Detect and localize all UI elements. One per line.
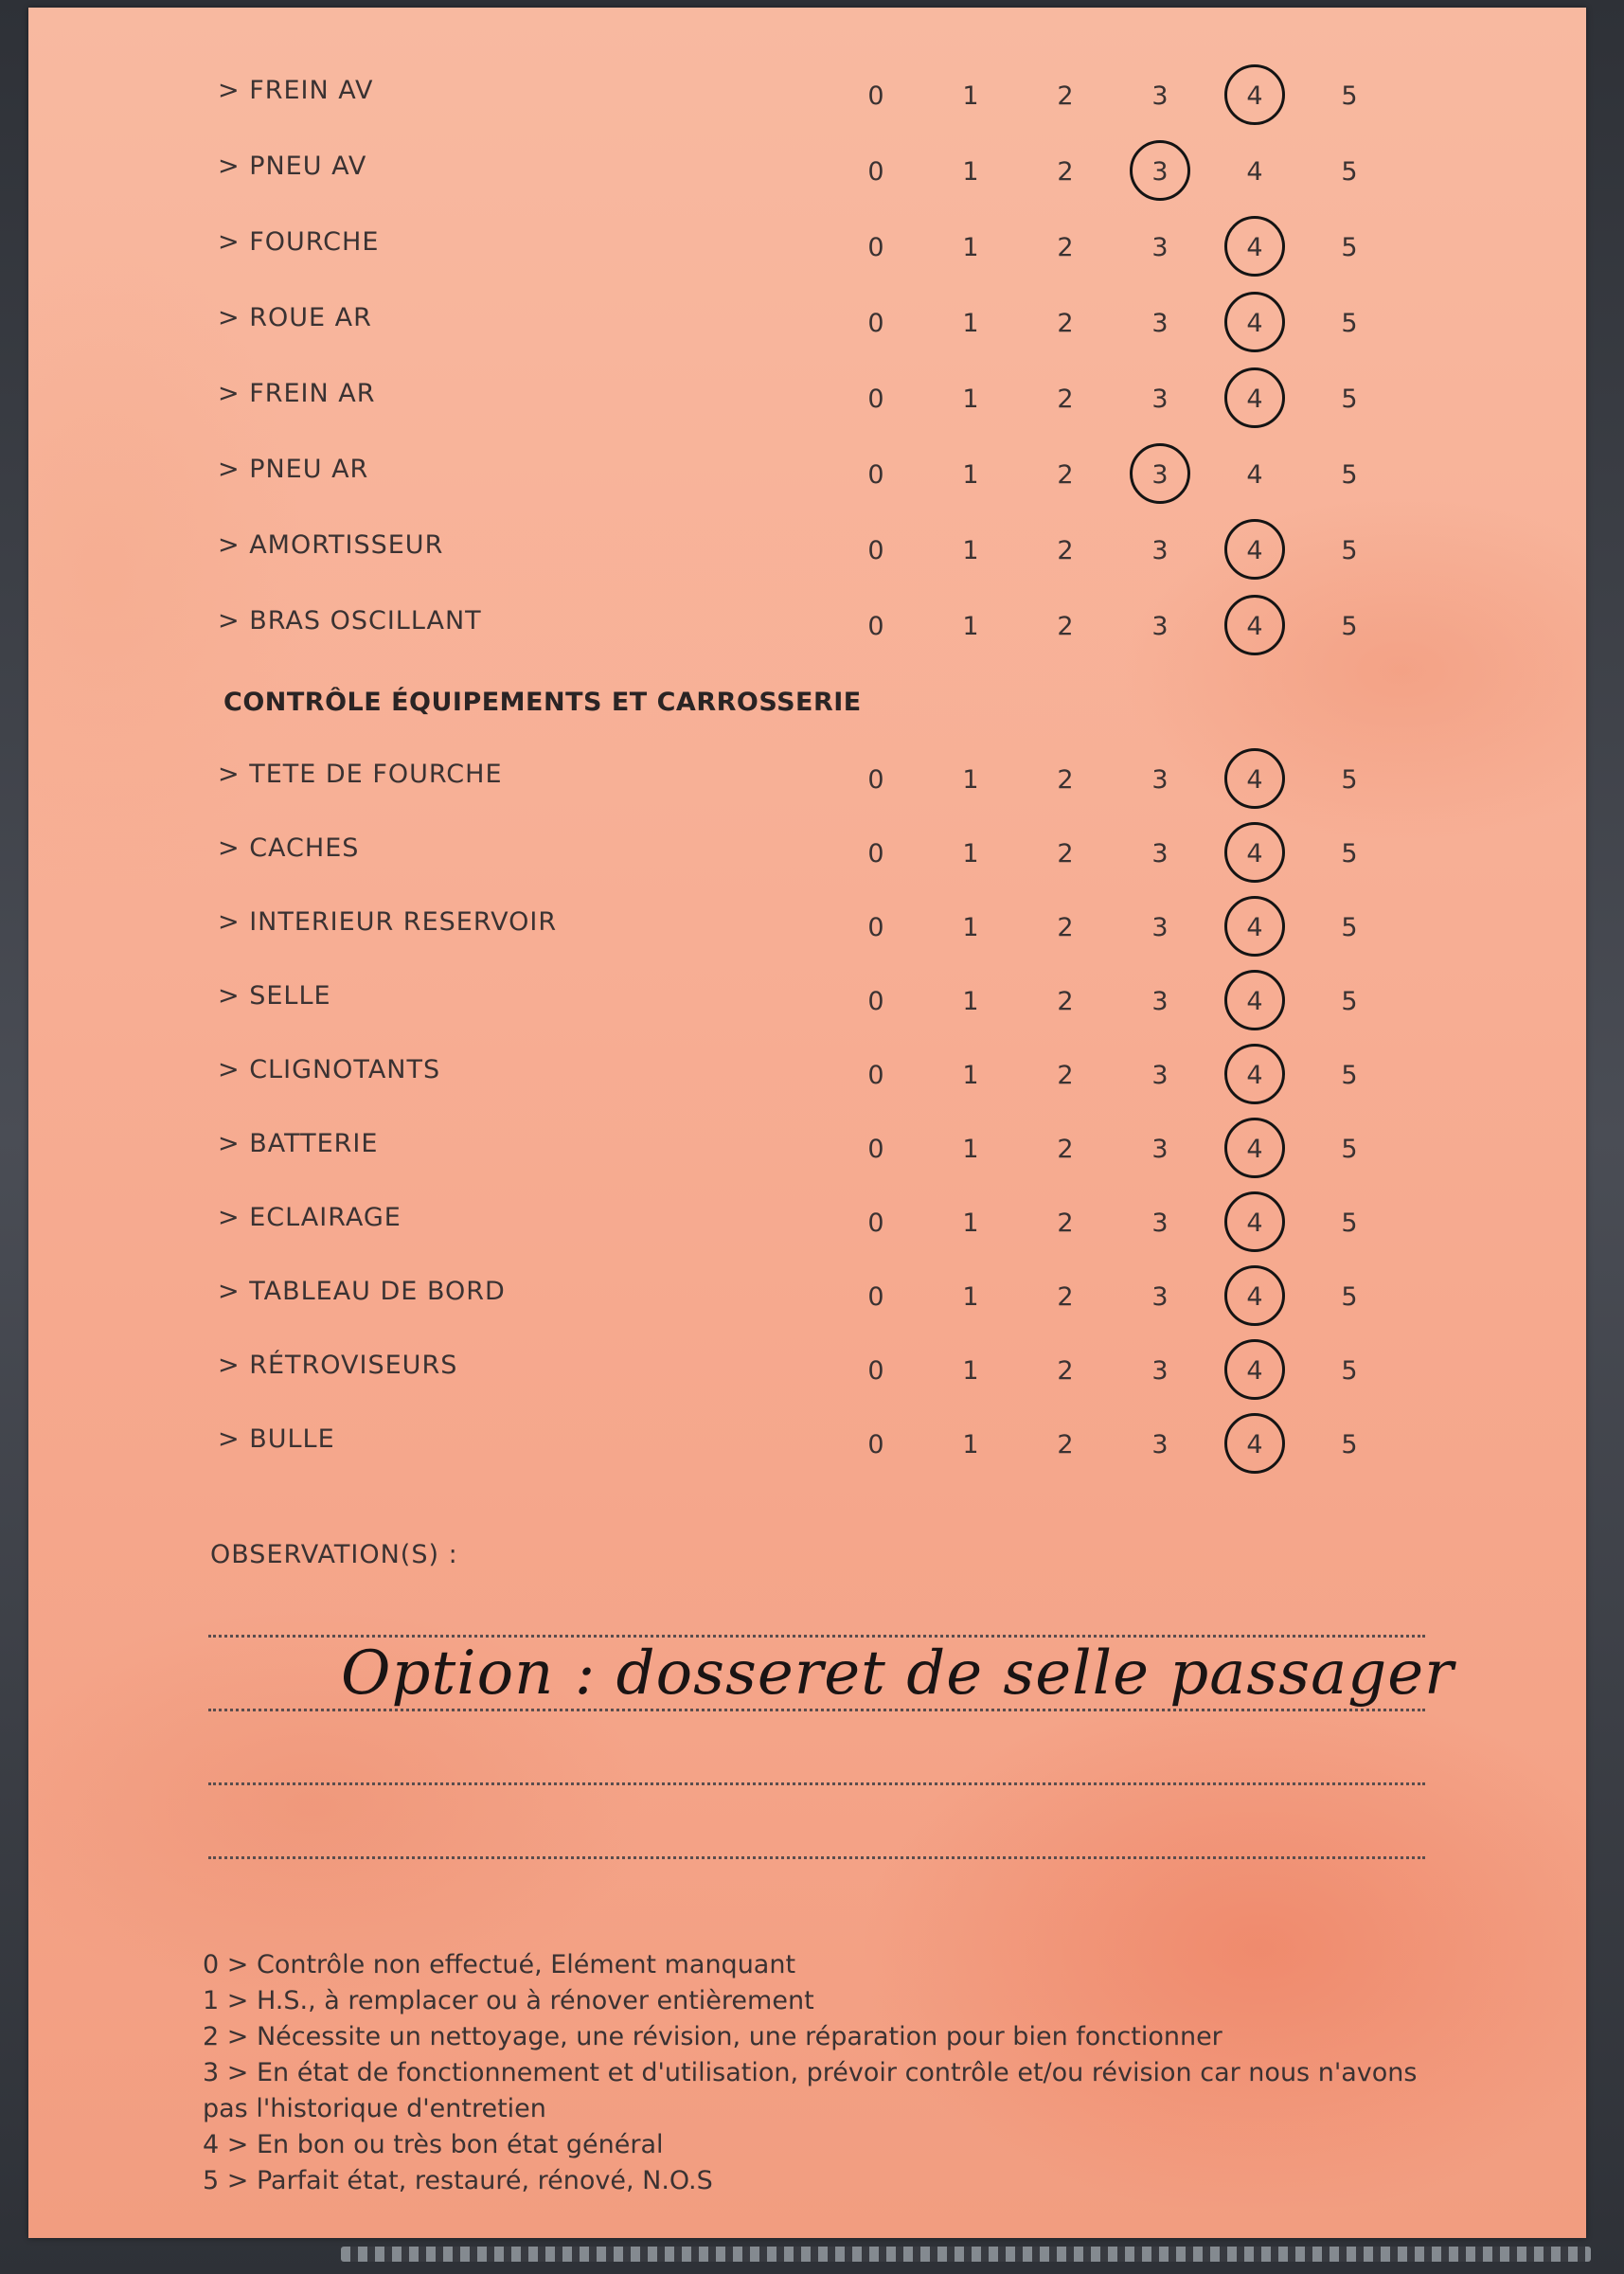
score-option[interactable]: 5 [1341,460,1358,490]
selected-score-circle [1224,64,1285,125]
checklist-row [28,152,1586,218]
score-option[interactable]: 2 [1057,913,1074,942]
score-option[interactable]: 0 [867,765,884,795]
score-option[interactable]: 4 [1246,913,1263,942]
rating-legend [203,1947,1434,2199]
checklist-item-label: > TABLEAU DE BORD [218,1277,506,1306]
checklist-item-label: > CACHES [218,833,360,863]
checklist-item-label: > FREIN AR [218,379,376,408]
score-option[interactable]: 0 [867,233,884,262]
checklist-item-label: > BULLE [218,1424,335,1454]
checklist-row [28,379,1586,445]
score-option[interactable]: 4 [1246,987,1263,1016]
score-option[interactable]: 1 [962,1061,979,1090]
legend-item-5: 5 > Parfait état, restauré, rénové, N.O.S [203,2166,713,2195]
score-option[interactable]: 3 [1151,1061,1169,1090]
selected-score-circle [1130,140,1190,201]
score-option[interactable]: 5 [1341,1209,1358,1238]
score-option[interactable]: 5 [1341,385,1358,414]
score-option[interactable]: 1 [962,913,979,942]
selected-score-circle [1224,1191,1285,1252]
selected-score-circle [1224,896,1285,957]
score-option[interactable]: 5 [1341,913,1358,942]
score-option[interactable]: 0 [867,1282,884,1312]
legend-item-3: 3 > En état de fonctionnement et d'utilisation, prévoir contrôle et/ou révision car nous n'avons pas l'historique d'entretien [203,2058,1418,2123]
selected-score-circle [1224,1118,1285,1178]
score-option[interactable]: 0 [867,157,884,187]
score-option[interactable]: 3 [1151,987,1169,1016]
score-option[interactable]: 2 [1057,309,1074,338]
score-option[interactable]: 0 [867,460,884,490]
score-option[interactable]: 5 [1341,536,1358,565]
score-option[interactable]: 1 [962,385,979,414]
checklist-row [28,1129,1586,1195]
checklist-row [28,76,1586,142]
score-option[interactable]: 1 [962,536,979,565]
selected-score-circle [1224,292,1285,352]
selected-score-circle [1130,443,1190,504]
selected-score-circle [1224,1044,1285,1104]
score-option[interactable]: 1 [962,987,979,1016]
checklist-row [28,606,1586,672]
score-option[interactable]: 5 [1341,1356,1358,1386]
score-option[interactable]: 4 [1246,460,1263,490]
score-option[interactable]: 2 [1057,1430,1074,1459]
score-option[interactable]: 1 [962,765,979,795]
score-option[interactable]: 2 [1057,1356,1074,1386]
checklist-row [28,303,1586,369]
handwritten-observation: Option : dosseret de selle passager [341,1638,1454,1709]
selected-score-circle [1224,1339,1285,1400]
score-option[interactable]: 3 [1151,1356,1169,1386]
legend-item-1: 1 > H.S., à remplacer ou à rénover entièrement [203,1986,814,2015]
selected-score-circle [1224,822,1285,883]
score-option[interactable]: 4 [1246,1282,1263,1312]
score-option[interactable]: 4 [1246,81,1263,111]
checklist-row [28,1277,1586,1343]
score-option[interactable]: 1 [962,1356,979,1386]
checklist-row [28,227,1586,294]
selected-score-circle [1224,1265,1285,1326]
score-option[interactable]: 0 [867,1135,884,1164]
score-option[interactable]: 1 [962,233,979,262]
score-option[interactable]: 2 [1057,1061,1074,1090]
checklist-item-label: > FREIN AV [218,76,374,105]
score-option[interactable]: 5 [1341,612,1358,641]
score-option[interactable]: 0 [867,913,884,942]
observation-line-3 [208,1782,1425,1785]
score-option[interactable]: 5 [1341,157,1358,187]
score-option[interactable]: 5 [1341,1282,1358,1312]
score-option[interactable]: 2 [1057,765,1074,795]
checklist-row [28,1203,1586,1269]
score-option[interactable]: 1 [962,1430,979,1459]
score-option[interactable]: 1 [962,460,979,490]
score-option[interactable]: 1 [962,157,979,187]
score-option[interactable]: 4 [1246,1061,1263,1090]
score-option[interactable]: 3 [1151,1209,1169,1238]
score-option[interactable]: 5 [1341,1430,1358,1459]
checklist-item-label: > PNEU AV [218,152,367,181]
score-option[interactable]: 2 [1057,987,1074,1016]
checklist-row [28,1424,1586,1491]
score-option[interactable]: 0 [867,612,884,641]
score-option[interactable]: 4 [1246,309,1263,338]
observation-line-2 [208,1709,1425,1711]
score-option[interactable]: 0 [867,1209,884,1238]
score-option[interactable]: 5 [1341,81,1358,111]
score-option[interactable]: 1 [962,1135,979,1164]
score-option[interactable]: 2 [1057,612,1074,641]
observation-line-1 [208,1635,1425,1638]
score-option[interactable]: 1 [962,1209,979,1238]
score-option[interactable]: 4 [1246,612,1263,641]
checklist-row [28,760,1586,826]
score-option[interactable]: 5 [1341,309,1358,338]
checklist-row [28,455,1586,521]
score-option[interactable]: 0 [867,1061,884,1090]
checklist-item-label: > AMORTISSEUR [218,530,444,560]
score-option[interactable]: 2 [1057,536,1074,565]
score-option[interactable]: 2 [1057,460,1074,490]
score-option[interactable]: 5 [1341,1061,1358,1090]
binder-strip [341,2247,1591,2262]
selected-score-circle [1224,748,1285,809]
score-option[interactable]: 1 [962,1282,979,1312]
score-option[interactable]: 1 [962,309,979,338]
score-option[interactable]: 3 [1151,460,1169,490]
score-option[interactable]: 4 [1246,1356,1263,1386]
score-option[interactable]: 2 [1057,81,1074,111]
score-option[interactable]: 2 [1057,839,1074,868]
score-option[interactable]: 0 [867,987,884,1016]
selected-score-circle [1224,1413,1285,1474]
score-option[interactable]: 1 [962,612,979,641]
score-option[interactable]: 2 [1057,157,1074,187]
score-option[interactable]: 4 [1246,1135,1263,1164]
checklist-row [28,1351,1586,1417]
checklist-row [28,907,1586,974]
checklist-row [28,530,1586,597]
score-option[interactable]: 3 [1151,536,1169,565]
selected-score-circle [1224,595,1285,655]
score-option[interactable]: 4 [1246,536,1263,565]
checklist-item-label: > ECLAIRAGE [218,1203,402,1232]
score-option[interactable]: 5 [1341,1135,1358,1164]
score-option[interactable]: 3 [1151,1430,1169,1459]
checklist-item-label: > TETE DE FOURCHE [218,760,503,789]
selected-score-circle [1224,216,1285,277]
score-option[interactable]: 4 [1246,839,1263,868]
score-option[interactable]: 0 [867,385,884,414]
score-option[interactable]: 3 [1151,157,1169,187]
checklist-item-label: > RÉTROVISEURS [218,1351,458,1380]
score-option[interactable]: 2 [1057,1135,1074,1164]
score-option[interactable]: 0 [867,81,884,111]
score-option[interactable]: 3 [1151,309,1169,338]
score-option[interactable]: 3 [1151,1282,1169,1312]
legend-item-4: 4 > En bon ou très bon état général [203,2130,664,2159]
score-option[interactable]: 4 [1246,385,1263,414]
checklist-item-label: > PNEU AR [218,455,369,484]
checklist-item-label: > BATTERIE [218,1129,379,1158]
score-option[interactable]: 3 [1151,612,1169,641]
score-option[interactable]: 3 [1151,765,1169,795]
score-option[interactable]: 0 [867,536,884,565]
observation-line-4 [208,1856,1425,1859]
score-option[interactable]: 3 [1151,913,1169,942]
score-option[interactable]: 1 [962,839,979,868]
score-option[interactable]: 5 [1341,839,1358,868]
legend-item-0: 0 > Contrôle non effectué, Elément manquant [203,1950,796,1979]
score-option[interactable]: 0 [867,1430,884,1459]
score-option[interactable]: 3 [1151,1135,1169,1164]
score-option[interactable]: 4 [1246,233,1263,262]
score-option[interactable]: 4 [1246,157,1263,187]
score-option[interactable]: 3 [1151,839,1169,868]
checklist-item-label: > CLIGNOTANTS [218,1055,441,1084]
checklist-item-label: > BRAS OSCILLANT [218,606,482,636]
score-option[interactable]: 1 [962,81,979,111]
score-option[interactable]: 4 [1246,765,1263,795]
score-option[interactable]: 2 [1057,1209,1074,1238]
observations-title: OBSERVATION(S) : [210,1540,458,1569]
selected-score-circle [1224,970,1285,1030]
checklist-item-label: > ROUE AR [218,303,372,332]
score-option[interactable]: 4 [1246,1430,1263,1459]
checklist-item-label: > FOURCHE [218,227,380,257]
score-option[interactable]: 5 [1341,233,1358,262]
score-option[interactable]: 3 [1151,81,1169,111]
checklist-item-label: > INTERIEUR RESERVOIR [218,907,558,937]
checklist-row [28,833,1586,900]
checklist-item-label: > SELLE [218,981,331,1011]
selected-score-circle [1224,519,1285,580]
score-option[interactable]: 3 [1151,233,1169,262]
section-title: CONTRÔLE ÉQUIPEMENTS ET CARROSSERIE [223,688,862,717]
score-option[interactable]: 2 [1057,1282,1074,1312]
legend-item-2: 2 > Nécessite un nettoyage, une révision, une réparation pour bien fonctionner [203,2022,1222,2051]
score-option[interactable]: 2 [1057,233,1074,262]
checklist-row [28,981,1586,1047]
score-option[interactable]: 3 [1151,385,1169,414]
score-option[interactable]: 5 [1341,987,1358,1016]
score-option[interactable]: 5 [1341,765,1358,795]
score-option[interactable]: 0 [867,1356,884,1386]
score-option[interactable]: 0 [867,839,884,868]
score-option[interactable]: 2 [1057,385,1074,414]
score-option[interactable]: 4 [1246,1209,1263,1238]
checklist-row [28,1055,1586,1121]
score-option[interactable]: 0 [867,309,884,338]
selected-score-circle [1224,367,1285,428]
inspection-sheet [28,8,1586,2238]
